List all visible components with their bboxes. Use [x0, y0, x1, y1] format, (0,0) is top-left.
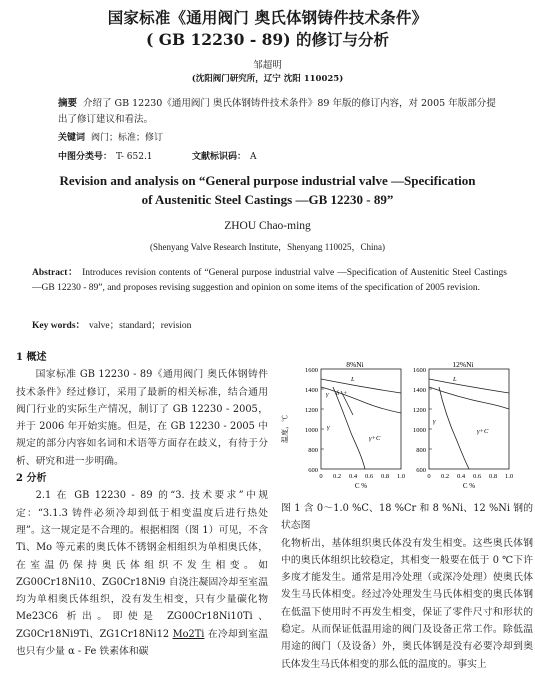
abstract-en-label: Abstract： — [32, 268, 79, 278]
abstract-en — [32, 266, 507, 296]
phase-left-L: L — [351, 376, 355, 383]
diagram-12ni-xlabel: C % — [462, 482, 476, 490]
doc-code-cn — [192, 149, 257, 162]
title-en-line1: Revision and analysis on “General purpose industrial valve —Specification — [59, 173, 476, 188]
diagram-8ni-title: 8%Ni — [346, 360, 364, 369]
ytick-right-1600: 1600 — [413, 367, 426, 374]
abstract-cn-label: 摘要 — [58, 98, 78, 109]
ytick-right-800: 800 — [416, 447, 426, 454]
phase-left-delta: δ — [336, 390, 340, 397]
phase-left-gamma-upper: γ — [326, 391, 329, 398]
section-2-text-c: 在冷却到室温也只有少量 α - Fe 铁素体和碳 — [16, 628, 268, 658]
title-cn-line2: ( GB 12230 - 89) 的修订与分析 — [146, 30, 389, 49]
ytick-left-1400: 1400 — [305, 387, 318, 394]
right-column-paragraph: 化物析出，基体组织奥氏体没有发生相变。这些奥氏体钢中的奥氏体组织比较稳定，其相变一般要在低于 0 ℃下许多度才能发生。通常是用冷处理（或深冷处理）使奥氏体发生马氏体相变。经过冷处理发生马氏体相变的奥氏体钢在低温下使用时不再发生相变，保证了零件尺寸和形状的稳定。从而保证低温用途的阀门及设备正常工作。除低温用途的阀门（及设备）外，奥氏体钢是没有必要冷却到奥氏体发生马氏体相变的那么低的温度的。事实上 — [281, 537, 533, 670]
section-1-paragraph: 国家标准 GB 12230 - 89《通用阀门 奥氏体钢铸件技术条件》经过修订，采用了最新的相关标准，结合通用阀门行业的实际生产情况，制订了 GB 12230 - 2005，并于 2006 年开始实施。但是，在 GB 12230 - 2005 中规定的部分内容如名词和术语等方面存在歧义，有待于分析、研究和进一步明确。 — [16, 369, 268, 467]
diagram-12ni-title: 12%Ni — [452, 360, 474, 369]
classification-cn-text: T- 652.1 — [116, 152, 153, 162]
classification-cn — [58, 149, 153, 162]
phase-right-L: L — [453, 376, 457, 383]
section-2-paragraph — [16, 487, 268, 660]
xtick-left-0.4: 0.4 — [348, 473, 358, 480]
abstract-en-text: Introduces revision contents of “General purpose industrial valve —Specification of Austenitic Steel Castings —GB 12230 - 89”, and proposes revising suggestion and opinion on some items of the specification of 2005 revision. — [32, 268, 507, 293]
abstract-cn — [58, 96, 498, 128]
affiliation-en: (Shenyang Valve Research Institute，Shenyang 110025，China) — [150, 242, 385, 252]
keywords-en — [32, 317, 191, 331]
figure-ylabel: 温度，℃ — [281, 415, 289, 443]
section-2-text-a: 2.1 在 GB 12230 - 89 的“3. 技术要求”中规定：“3.1.3 铸件必须冷却到低于相变温度后进行热处理”。这一规定是不合理的。根据相图（图 1）可见，不含 Ti、Mo 等元素的奥氏体不锈钢金相组织为单相奥氏体，在室温仍保持奥氏体组织不发生相变。如 ZG00Cr18Ni10、ZG0Cr18Ni9 自浇注凝固冷却至室温均为单相奥氏体组织，没有发生相变，只有少量碳化物 Me23C6 析出。即使是 ZG00Cr18Ni10Ti、ZG0Cr18Ni9Ti、ZG1Cr18Ni12 — [16, 490, 268, 640]
body-left-column — [16, 349, 268, 660]
phase-left-gamma-c: γ+C — [369, 435, 381, 442]
author-en: ZHOU Chao-ming — [224, 220, 311, 232]
author-cn: 邹超明 — [253, 60, 282, 71]
keywords-cn-label: 关键词 — [58, 133, 86, 143]
title-cn-line1: 国家标准《通用阀门 奥氏体钢铸件技术条件》 — [107, 8, 428, 27]
doc-code-cn-text: A — [250, 152, 257, 162]
ytick-left-800: 800 — [308, 447, 318, 454]
body-right-column — [281, 500, 533, 673]
phase-diagram-figure — [281, 357, 533, 497]
xtick-right-0: 0 — [427, 473, 431, 480]
abstract-cn-text: 介绍了 GB 12230《通用阀门 奥氏体钢铸件技术条件》89 年版的修订内容，对 2005 年版部分提出了修订建议和看法。 — [58, 98, 496, 125]
ytick-left-600: 600 — [308, 467, 318, 474]
phase-right-gamma: γ — [433, 418, 436, 425]
classification-cn-label: 中图分类号： — [58, 152, 113, 162]
keywords-en-text: valve；standard；revision — [89, 321, 192, 331]
keywords-en-label: Key words： — [32, 321, 86, 331]
phase-diagram-12ni — [413, 360, 513, 490]
phase-left-plus: + — [343, 390, 348, 397]
doc-code-cn-label: 文献标识码： — [192, 152, 247, 162]
xtick-left-1.0: 1.0 — [396, 473, 406, 480]
phase-diagram-8ni — [305, 360, 405, 490]
diagram-8ni-xlabel: C % — [354, 482, 368, 490]
section-2-underlined-grade: Mo2Ti — [172, 628, 205, 640]
xtick-right-0.2: 0.2 — [440, 473, 450, 480]
section-2-heading: 2 分析 — [16, 473, 47, 485]
xtick-right-1.0: 1.0 — [504, 473, 514, 480]
ytick-left-1200: 1200 — [305, 407, 318, 414]
keywords-cn-text: 阀门；标准；修订 — [91, 133, 164, 143]
ytick-right-600: 600 — [416, 467, 426, 474]
xtick-left-0: 0 — [319, 473, 323, 480]
ytick-right-1000: 1000 — [413, 427, 426, 434]
ytick-right-1200: 1200 — [413, 407, 426, 414]
xtick-right-0.4: 0.4 — [456, 473, 466, 480]
phase-right-gamma-c: γ+C — [477, 428, 489, 435]
xtick-left-0.6: 0.6 — [364, 473, 374, 480]
ytick-left-1000: 1000 — [305, 427, 318, 434]
affiliation-cn: (沈阳阀门研究所，辽宁 沈阳 110025) — [191, 74, 344, 84]
xtick-right-0.6: 0.6 — [472, 473, 482, 480]
section-1-heading: 1 概述 — [16, 352, 47, 363]
phase-left-gamma: γ — [327, 424, 330, 431]
xtick-left-0.8: 0.8 — [380, 473, 390, 480]
ytick-right-1400: 1400 — [413, 387, 426, 394]
keywords-cn — [58, 130, 163, 143]
xtick-right-0.8: 0.8 — [488, 473, 498, 480]
ytick-left-1600: 1600 — [305, 367, 318, 374]
figure-caption: 图 1 含 0～1.0 %C、18 %Cr 和 8 %Ni、12 %Ni 钢的状态图 — [281, 503, 533, 532]
xtick-left-0.2: 0.2 — [332, 473, 342, 480]
title-en-line2: of Austenitic Steel Castings —GB 12230 - 89” — [141, 192, 394, 207]
